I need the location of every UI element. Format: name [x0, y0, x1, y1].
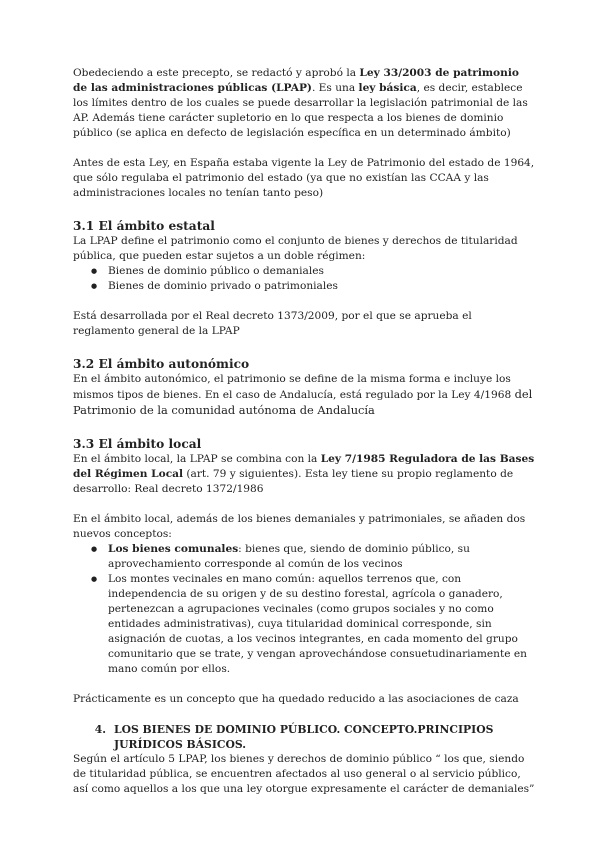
heading-ambito-estatal: 3.1 El ámbito estatal [73, 219, 215, 233]
list-item: ● Los montes vecinales en mano común: aquellos terrenos que, con independencia de su origen y de su destino forestal, agrícola o ganadero, pertenezcan a agrupaciones vecinales (como grupos sociales y no como entidades administrativas), cuya titularidad dominical corresponde, sin asignación de cuotas, a los vecinos integrantes, en cada momento del grupo comunitario que se trate, y vengan aprovechándose consuetudinariamente en mano común por ellos. [108, 572, 535, 677]
intro-basic-law: ley básica [358, 82, 417, 94]
list-item [108, 542, 535, 572]
section-title: LOS BIENES DE DOMINIO PÚBLICO. CONCEPTO.PRINCIPIOS JURÍDICOS BÁSICOS. [114, 723, 494, 751]
autonomico-paragraph [73, 372, 535, 419]
document-page [73, 66, 535, 797]
autonomico-text: En el ámbito autonómico, el patrimonio se define de la misma forma e incluye los mismos tipos de bienes. En el caso de Andalucía, está regulado por la Ley 4/1968 [73, 373, 515, 401]
local-paragraph [73, 452, 535, 497]
intro-law-name: Ley 33/2003 de patrimonio de las administraciones públicas (LPAP) [73, 67, 519, 94]
concepts-list [73, 542, 535, 677]
heading-ambito-autonomico: 3.2 El ámbito autonómico [73, 357, 250, 371]
section-number: 4. [94, 723, 106, 736]
local-text-2: (art. 79 y siguientes). Esta ley tiene su propio reglamento de desarrollo: Real decreto 1372/1986 [73, 468, 514, 495]
comunales-text: : bienes que, siendo de dominio público, su aprovechamiento corresponde al común de los vecinos [108, 543, 470, 570]
estatal-developed-paragraph: Está desarrollada por el Real decreto 1373/2009, por el que se aprueba el reglamento general de la LPAP [73, 310, 472, 337]
regimen-list [73, 264, 535, 294]
new-concepts-paragraph: En el ámbito local, además de los bienes demaniales y patrimoniales, se añaden dos nuevos conceptos: [73, 513, 526, 540]
list-item: ● Bienes de dominio privado o patrimoniales [108, 279, 535, 294]
comunales-label: Los bienes comunales [108, 543, 239, 555]
autonomico-law-title: del Patrimonio de la comunidad autónoma de Andalucía [73, 387, 533, 417]
intro-text-1: Obedeciendo a este precepto, se redactó y aprobó la [73, 67, 360, 79]
local-law-name: Ley 7/1985 Reguladora de las Bases del Régimen Local [73, 453, 535, 480]
section4-paragraph: Según el artículo 5 LPAP, los bienes y derechos de dominio público “ los que, siendo de titularidad pública, se encuentren afectados al uso general o al servicio público, así como aquellos a los que una ley otorgue expresamente el carácter de demaniales” [73, 753, 535, 795]
list-item: ● Bienes de dominio público o demaniales [108, 264, 535, 279]
local-text-1: En el ámbito local, la LPAP se combina con la [73, 453, 321, 465]
heading-section-4 [73, 722, 535, 752]
intro-text-2: . Es una [311, 82, 359, 94]
heading-ambito-local: 3.3 El ámbito local [73, 437, 202, 451]
intro-text-3: , es decir, establece los límites dentro de los cuales se puede desarrollar la legislación patrimonial de las AP. Además tiene carácter supletorio en lo que respecta a los bienes de dominio público (se aplica en defecto de legislación específica en un determinado ámbito) [73, 82, 528, 139]
estatal-paragraph: La LPAP define el patrimonio como el conjunto de bienes y derechos de titularidad pública, que pueden estar sujetos a un doble régimen: [73, 235, 518, 262]
practically-paragraph: Prácticamente es un concepto que ha quedado reducido a las asociaciones de caza [73, 693, 519, 705]
before-law-paragraph: Antes de esta Ley, en España estaba vigente la Ley de Patrimonio del estado de 1964, que sólo regulaba el patrimonio del estado (ya que no existían las CCAA y las administraciones locales no tenían tanto peso) [73, 157, 535, 199]
intro-paragraph [73, 66, 535, 141]
